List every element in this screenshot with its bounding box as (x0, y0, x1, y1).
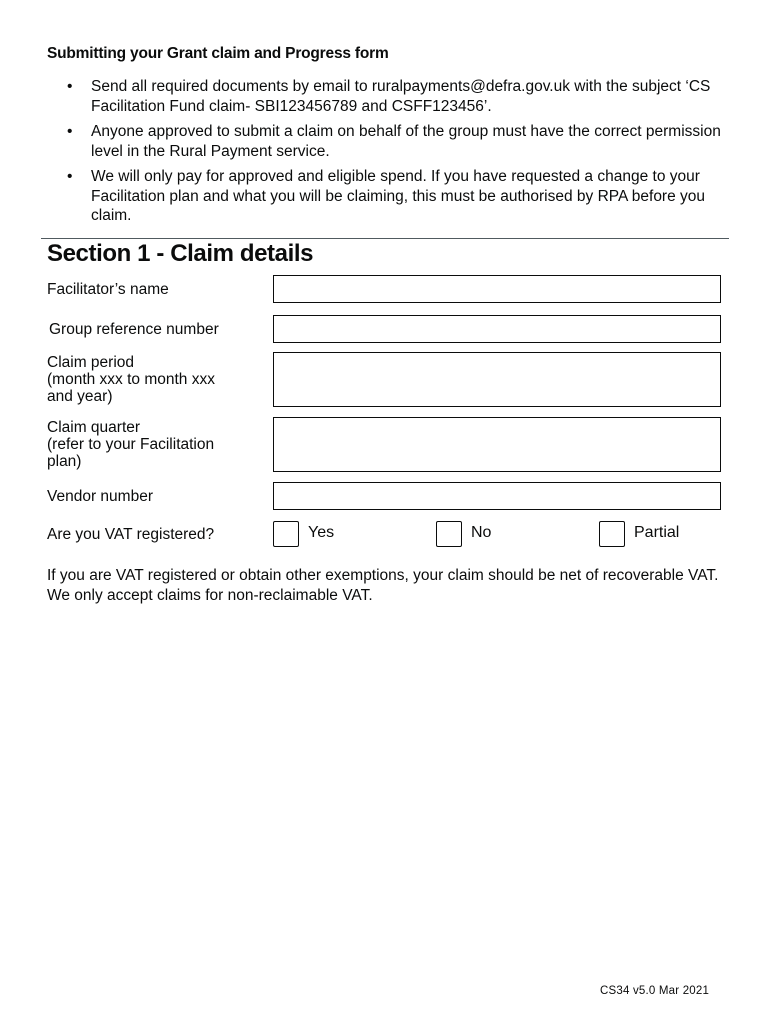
section-title: Section 1 - Claim details (47, 240, 314, 267)
section-divider (41, 238, 729, 239)
facilitator-name-label: Facilitator’s name (47, 281, 169, 298)
claim-quarter-line: plan) (47, 453, 82, 470)
group-reference-input[interactable] (273, 315, 721, 343)
vat-no-label: No (471, 524, 492, 541)
facilitator-name-input[interactable] (273, 275, 721, 303)
group-reference-label: Group reference number (49, 321, 219, 338)
claim-period-line: and year) (47, 388, 113, 405)
form-version: CS34 v5.0 Mar 2021 (600, 985, 710, 997)
vendor-number-label: Vendor number (47, 488, 153, 505)
vat-partial-label: Partial (634, 524, 680, 541)
bullet-text: We will only pay for approved and eligible spend. If you have requested a change to your Facilitation plan and what you will be claiming, this must be authorised by RPA before you claim. (91, 168, 706, 224)
bullet-text: Send all required documents by email to ruralpayments@defra.gov.uk with the subject ‘CS Facilitation Fund claim- SBI123456789 and CSFF123456’. (91, 78, 711, 115)
vat-note-text: We only accept claims for non-reclaimable VAT. (47, 586, 373, 604)
list-item (47, 122, 727, 161)
vat-partial-checkbox[interactable] (599, 521, 625, 547)
list-item (47, 167, 727, 226)
bullet-text: Anyone approved to submit a claim on behalf of the group must have the correct permission level in the Rural Payment service. (91, 123, 721, 160)
vat-registered-label: Are you VAT registered? (47, 526, 215, 543)
vat-no-checkbox[interactable] (436, 521, 462, 547)
bullet-icon: • (67, 123, 73, 140)
claim-quarter-label (47, 419, 214, 470)
claim-period-input[interactable] (273, 352, 721, 407)
claim-quarter-input[interactable] (273, 417, 721, 472)
claim-period-label (47, 354, 215, 405)
claim-quarter-line: (refer to your Facilitation (47, 436, 215, 453)
intro-heading: Submitting your Grant claim and Progress form (47, 45, 389, 62)
instructions-list (47, 77, 727, 232)
vat-note (47, 566, 727, 605)
vendor-number-input[interactable] (273, 482, 721, 510)
vat-note-text: If you are VAT registered or obtain other exemptions, your claim should be net of recoverable VAT. (47, 567, 719, 584)
vat-yes-label: Yes (308, 524, 335, 541)
claim-period-line: Claim period (47, 354, 135, 371)
claim-period-line: (month xxx to month xxx (47, 371, 215, 388)
vat-yes-checkbox[interactable] (273, 521, 299, 547)
claim-quarter-line: Claim quarter (47, 419, 141, 436)
bullet-icon: • (67, 78, 73, 95)
bullet-icon: • (67, 168, 73, 185)
list-item (47, 77, 727, 116)
